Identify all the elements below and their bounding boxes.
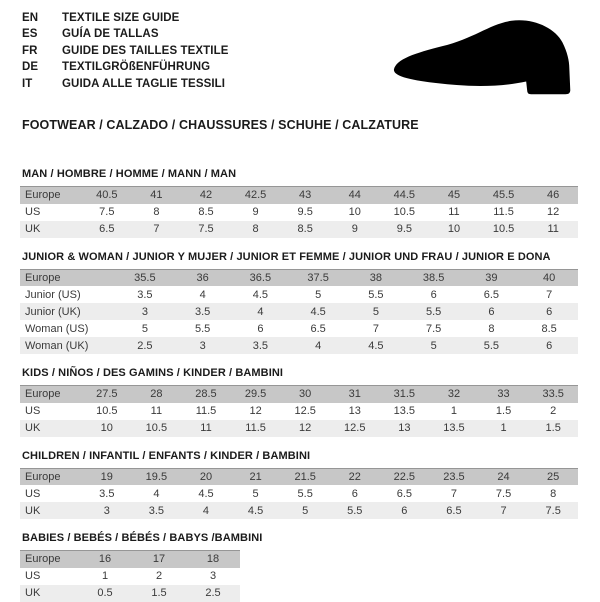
- size-value: 45: [447, 189, 461, 202]
- size-value: 8: [252, 223, 259, 235]
- size-value: 3.5: [137, 288, 153, 301]
- size-value: 6.5: [483, 288, 500, 301]
- size-value: 40.5: [96, 189, 118, 202]
- page-header: [0, 0, 600, 105]
- size-value: 3: [209, 570, 217, 582]
- size-value: 10.5: [96, 405, 118, 417]
- row-label: Woman (UK): [25, 339, 89, 352]
- size-conversion-table: [20, 385, 578, 437]
- size-value: 28: [150, 388, 163, 401]
- size-value: 5: [372, 305, 379, 318]
- size-value: 6: [430, 288, 437, 301]
- size-table-babies: [20, 532, 578, 602]
- size-value: 43: [299, 189, 312, 202]
- size-value: 8: [153, 206, 160, 218]
- size-value: 11: [448, 206, 460, 218]
- language-code: EN: [22, 12, 39, 24]
- size-table-man: [20, 168, 578, 238]
- size-value: 1.5: [545, 422, 561, 434]
- size-value: 6: [546, 305, 553, 318]
- table-row: [20, 585, 240, 602]
- language-row: [22, 76, 229, 92]
- size-value: 36: [196, 271, 209, 284]
- size-value: 7: [372, 322, 379, 335]
- size-value: 1: [450, 405, 458, 417]
- size-value: 6: [546, 339, 553, 352]
- language-row: [22, 59, 229, 75]
- row-label: Woman (US): [25, 322, 89, 335]
- size-value: 12: [299, 422, 312, 434]
- row-label: US: [25, 487, 41, 500]
- size-value: 31.5: [393, 388, 416, 401]
- size-value: 13.5: [443, 422, 465, 434]
- size-value: 10: [348, 206, 361, 218]
- table-row: [20, 187, 578, 204]
- row-label: US: [25, 570, 41, 582]
- size-value: 8: [550, 487, 557, 500]
- category-heading: FOOTWEAR / CALZADO / CHAUSSURES / SCHUHE / CALZATURE: [22, 118, 419, 132]
- size-value: 4.5: [252, 288, 269, 301]
- size-value: 11.5: [493, 206, 514, 218]
- table-row: [20, 468, 578, 485]
- size-value: 27.5: [96, 388, 118, 401]
- size-value: 17: [152, 553, 166, 566]
- table-title: JUNIOR & WOMAN / JUNIOR Y MUJER / JUNIOR ET FEMME / JUNIOR UND FRAU / JUNIOR E DONA: [22, 250, 551, 263]
- size-value: 6.5: [396, 487, 412, 500]
- table-row: [20, 485, 578, 502]
- size-value: 21.5: [294, 470, 316, 483]
- row-label: Junior (US): [25, 288, 81, 301]
- size-value: 5.5: [483, 339, 500, 352]
- size-value: 42.5: [244, 189, 267, 202]
- size-value: 12: [547, 206, 560, 218]
- size-table-children: [20, 450, 578, 520]
- size-value: 4: [315, 339, 322, 352]
- size-value: 10: [100, 422, 113, 434]
- size-value: 2.5: [205, 587, 221, 599]
- language-code: IT: [22, 77, 33, 90]
- size-conversion-table: [20, 186, 578, 238]
- size-value: 37.5: [307, 271, 329, 284]
- size-value: 41: [150, 189, 163, 202]
- language-label: TEXTILGRÖßENFÜHRUNG: [62, 61, 211, 74]
- size-value: 5.5: [194, 322, 211, 335]
- size-value: 8.5: [198, 206, 214, 218]
- language-label: TEXTILE SIZE GUIDE: [62, 12, 180, 24]
- row-label: Europe: [25, 189, 61, 202]
- size-value: 32: [447, 388, 461, 401]
- size-value: 6: [257, 322, 264, 335]
- size-value: 38: [369, 271, 382, 284]
- size-value: 11: [200, 422, 212, 434]
- size-value: 28.5: [195, 388, 217, 401]
- size-value: 13.5: [393, 405, 416, 417]
- language-code: FR: [22, 44, 38, 57]
- size-value: 7.5: [495, 487, 512, 500]
- size-value: 0.5: [97, 587, 113, 599]
- size-value: 12.5: [344, 422, 366, 434]
- size-value: 35.5: [134, 271, 156, 284]
- size-value: 30: [299, 388, 312, 401]
- size-value: 5: [141, 322, 148, 335]
- size-value: 3.5: [99, 487, 115, 500]
- size-value: 44.5: [393, 189, 416, 202]
- size-value: 42: [199, 189, 213, 202]
- size-value: 20: [199, 470, 213, 483]
- size-value: 6: [401, 504, 408, 517]
- size-value: 13: [348, 405, 361, 417]
- size-value: 11.5: [245, 422, 266, 434]
- size-value: 6: [351, 487, 358, 500]
- size-value: 21: [249, 470, 262, 483]
- size-value: 9: [351, 223, 358, 235]
- size-value: 22.5: [393, 470, 416, 483]
- row-label: Europe: [25, 470, 61, 483]
- size-value: 46: [547, 189, 560, 202]
- size-value: 5.5: [297, 487, 313, 500]
- size-value: 11: [150, 405, 163, 417]
- size-value: 24: [497, 470, 510, 483]
- row-label: UK: [25, 223, 41, 235]
- size-value: 7: [450, 487, 458, 500]
- size-value: 44: [348, 189, 361, 202]
- size-value: 3: [199, 339, 206, 352]
- row-label: Junior (UK): [25, 305, 81, 318]
- language-row: [22, 43, 229, 59]
- size-value: 6.5: [310, 322, 326, 335]
- size-value: 4.5: [368, 339, 384, 352]
- language-code: DE: [22, 61, 39, 74]
- size-table-junior: [20, 251, 578, 355]
- size-value: 4.5: [247, 504, 264, 517]
- row-label: UK: [25, 587, 41, 599]
- size-value: 4.5: [310, 305, 326, 318]
- row-label: Europe: [25, 553, 61, 566]
- size-conversion-table: [20, 269, 578, 355]
- size-value: 3: [103, 504, 110, 517]
- row-label: US: [25, 206, 41, 218]
- size-value: 2: [550, 405, 557, 417]
- size-value: 5.5: [347, 504, 363, 517]
- size-value: 5.5: [425, 305, 442, 318]
- table-row: [20, 568, 240, 585]
- size-value: 7: [546, 288, 553, 301]
- table-row: [20, 303, 578, 320]
- size-value: 8: [488, 322, 495, 335]
- size-value: 25: [547, 470, 560, 483]
- table-title: KIDS / NIÑOS / DES GAMINS / KINDER / BAMBINI: [22, 367, 284, 379]
- size-value: 3.5: [252, 339, 269, 352]
- size-value: 45.5: [492, 189, 515, 202]
- size-value: 7.5: [545, 504, 561, 517]
- size-value: 4.5: [198, 487, 214, 500]
- table-row: [20, 204, 578, 221]
- size-value: 3.5: [148, 504, 165, 517]
- table-row: [20, 320, 578, 337]
- row-label: UK: [25, 422, 41, 434]
- size-value: 40: [543, 271, 556, 284]
- size-value: 5: [252, 487, 259, 500]
- size-value: 33: [497, 388, 510, 401]
- size-value: 18: [206, 553, 220, 566]
- dress-shoe-icon: [388, 15, 584, 105]
- table-row: [20, 221, 578, 238]
- size-value: 6.5: [446, 504, 462, 517]
- language-label: GUÍA DE TALLAS: [62, 28, 159, 41]
- size-value: 39: [485, 271, 498, 284]
- size-value: 6: [488, 305, 495, 318]
- size-value: 4: [257, 305, 264, 318]
- size-value: 7: [153, 223, 160, 235]
- row-label: Europe: [25, 388, 61, 401]
- size-value: 10.5: [393, 206, 416, 218]
- size-value: 9.5: [396, 223, 412, 235]
- size-value: 10: [447, 223, 461, 235]
- table-row: [20, 420, 578, 437]
- size-value: 9.5: [297, 206, 313, 218]
- size-value: 4: [202, 504, 210, 517]
- size-value: 1: [500, 422, 507, 434]
- language-row: [22, 10, 229, 26]
- table-title: CHILDREN / INFANTIL / ENFANTS / KINDER / BAMBINI: [22, 449, 311, 462]
- table-row: [20, 502, 578, 519]
- size-value: 2.5: [137, 339, 153, 352]
- size-value: 3.5: [194, 305, 211, 318]
- language-row: [22, 26, 229, 42]
- size-value: 8.5: [297, 223, 313, 235]
- size-value: 33.5: [542, 388, 564, 401]
- size-value: 5: [315, 288, 322, 301]
- table-row: [20, 286, 578, 303]
- size-value: 29.5: [244, 388, 267, 401]
- language-label: GUIDA ALLE TAGLIE TESSILI: [62, 77, 226, 90]
- row-label: US: [25, 405, 41, 417]
- size-value: 10.5: [145, 422, 168, 434]
- size-value: 12: [249, 405, 262, 417]
- table-title: MAN / HOMBRE / HOMME / MANN / MAN: [22, 168, 237, 180]
- size-value: 6.5: [99, 223, 115, 235]
- table-title: BABIES / BEBÉS / BÉBÉS / BABYS /BAMBINI: [22, 532, 263, 544]
- size-value: 5.5: [368, 288, 384, 301]
- size-value: 11: [547, 223, 559, 235]
- size-value: 7: [500, 504, 507, 517]
- language-label: GUIDE DES TAILLES TEXTILE: [62, 44, 229, 57]
- table-row: [20, 337, 578, 354]
- size-table-kids: [20, 367, 578, 437]
- size-value: 7.5: [99, 206, 115, 218]
- size-value: 4: [153, 487, 160, 500]
- size-value: 1.5: [151, 587, 167, 599]
- size-value: 8.5: [541, 322, 557, 335]
- size-value: 13: [398, 422, 411, 434]
- size-value: 16: [98, 553, 112, 566]
- size-value: 7.5: [425, 322, 442, 335]
- size-value: 19.5: [145, 470, 168, 483]
- size-value: 36.5: [249, 271, 272, 284]
- size-value: 23.5: [443, 470, 465, 483]
- size-value: 19: [100, 470, 113, 483]
- table-row: [20, 403, 578, 420]
- size-value: 10.5: [492, 223, 515, 235]
- language-code: ES: [22, 28, 38, 41]
- size-conversion-table: [20, 550, 240, 602]
- table-row: [20, 551, 240, 568]
- size-tables: [0, 168, 600, 602]
- size-value: 3: [141, 305, 148, 318]
- row-label: UK: [25, 504, 41, 517]
- size-value: 31: [348, 388, 361, 401]
- size-value: 38.5: [422, 271, 445, 284]
- size-value: 9: [252, 206, 259, 218]
- size-value: 5: [302, 504, 309, 517]
- table-row: [20, 386, 578, 403]
- size-value: 7.5: [198, 223, 214, 235]
- size-value: 12.5: [294, 405, 316, 417]
- size-conversion-table: [20, 468, 578, 520]
- size-value: 5: [430, 339, 437, 352]
- size-value: 1.5: [495, 405, 512, 417]
- size-value: 4: [199, 288, 206, 301]
- table-row: [20, 269, 578, 286]
- size-value: 2: [155, 570, 163, 582]
- size-value: 1: [101, 570, 109, 582]
- language-list: [22, 10, 229, 92]
- row-label: Europe: [25, 271, 61, 284]
- size-value: 11.5: [195, 405, 217, 417]
- size-value: 22: [348, 470, 361, 483]
